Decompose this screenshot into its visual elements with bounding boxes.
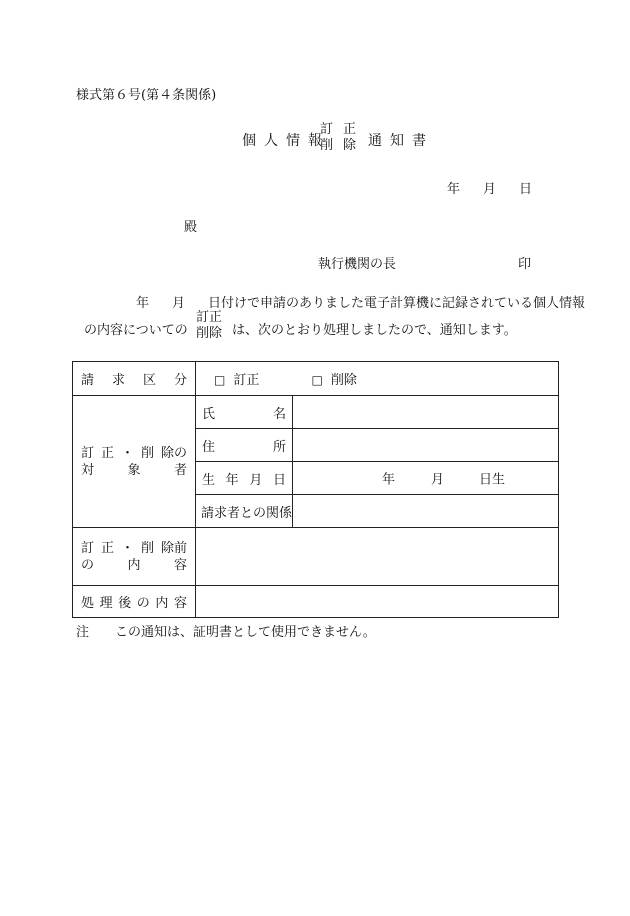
label-char: 容	[173, 596, 187, 611]
target-label	[73, 396, 196, 528]
label-char: 名	[272, 406, 286, 422]
label-char: 日	[272, 472, 286, 488]
label-char: 除前	[160, 540, 187, 556]
label-char: 削	[140, 445, 154, 461]
seal-mark: 印	[518, 257, 532, 272]
option-correct[interactable]	[214, 369, 259, 388]
label-char: 訂	[81, 540, 95, 556]
table-row	[73, 528, 559, 586]
label-char: 対	[81, 462, 95, 478]
label-char: 内	[127, 557, 141, 573]
option-delete-label: 削除	[330, 373, 357, 388]
relation-value[interactable]	[293, 495, 559, 528]
date-month: 月	[483, 182, 497, 197]
title-part-2: 通知書	[368, 133, 434, 149]
body-stack-bottom: 削除	[196, 326, 223, 341]
body-year: 年	[136, 296, 150, 311]
label-char: 所	[272, 439, 286, 455]
label-char: 正	[100, 445, 114, 461]
after-content-label	[73, 586, 196, 618]
address-label	[196, 429, 293, 462]
birth-label	[196, 462, 293, 495]
after-content-value[interactable]	[196, 586, 559, 618]
label-char: 分	[173, 373, 187, 388]
before-content-value[interactable]	[196, 528, 559, 586]
issuer: 執行機関の長	[318, 257, 397, 272]
birth-value[interactable]	[293, 462, 559, 495]
checkbox-icon[interactable]: □	[311, 373, 323, 387]
title-stack-top: 訂正	[320, 122, 367, 137]
label-char: 処	[81, 596, 95, 611]
body-month: 月	[172, 296, 186, 311]
name-label	[196, 396, 293, 429]
addressee-suffix: 殿	[184, 220, 198, 235]
label-char: 訂	[81, 445, 95, 461]
checkbox-icon[interactable]: □	[214, 373, 226, 387]
relation-label-text: 請求者との関係	[201, 505, 293, 521]
label-char: の	[81, 557, 95, 573]
title-stack-bottom: 削除	[320, 138, 367, 153]
table-row	[73, 362, 559, 396]
label-char: 後	[118, 596, 132, 611]
label-char: 氏	[202, 406, 216, 422]
title-stack	[320, 122, 366, 154]
date-year: 年	[447, 182, 461, 197]
label-char: 者	[173, 462, 187, 478]
label-char: 請	[81, 373, 95, 388]
body-line2-suffix: は、次のとおり処理しましたので、通知します。	[232, 323, 517, 338]
label-char: 理	[99, 596, 113, 611]
label-char: ・	[120, 445, 134, 461]
relation-label	[196, 495, 293, 528]
footnote: 注 この通知は、証明書として使用できません。	[76, 625, 376, 640]
request-type-options	[196, 362, 559, 396]
option-delete[interactable]	[312, 369, 357, 388]
birth-year: 年	[382, 472, 396, 488]
request-type-label	[73, 362, 196, 396]
label-char: 削	[140, 540, 154, 556]
table-row	[73, 586, 559, 618]
body-line1-text: 日付けで申請のありました電子計算機に記録されている個人情報	[208, 296, 586, 311]
birth-suffix: 日生	[479, 472, 506, 488]
form-number: 様式第６号(第４条関係)	[76, 88, 217, 103]
before-content-label	[73, 528, 196, 586]
label-char: 月	[249, 472, 263, 488]
label-char: 除の	[160, 445, 187, 461]
label-char: 容	[173, 557, 187, 573]
date-day: 日	[519, 182, 533, 197]
label-char: 求	[111, 373, 125, 388]
body-stack	[196, 310, 222, 342]
label-char: の	[136, 596, 150, 611]
name-value[interactable]	[293, 396, 559, 429]
body-line2-prefix: の内容についての	[84, 323, 188, 338]
table-row	[73, 396, 559, 429]
label-char: 生	[202, 472, 216, 488]
label-char: 区	[142, 373, 156, 388]
address-value[interactable]	[293, 429, 559, 462]
option-correct-label: 訂正	[233, 373, 260, 388]
label-char: 象	[127, 462, 141, 478]
label-char: 住	[202, 439, 216, 455]
label-char: ・	[120, 540, 134, 556]
label-char: 内	[155, 596, 169, 611]
label-char: 正	[100, 540, 114, 556]
title-part-1: 個人情報	[242, 133, 330, 149]
birth-month: 月	[431, 472, 445, 488]
notification-table	[72, 361, 559, 618]
label-char: 年	[225, 472, 239, 488]
body-stack-top: 訂正	[196, 310, 223, 325]
